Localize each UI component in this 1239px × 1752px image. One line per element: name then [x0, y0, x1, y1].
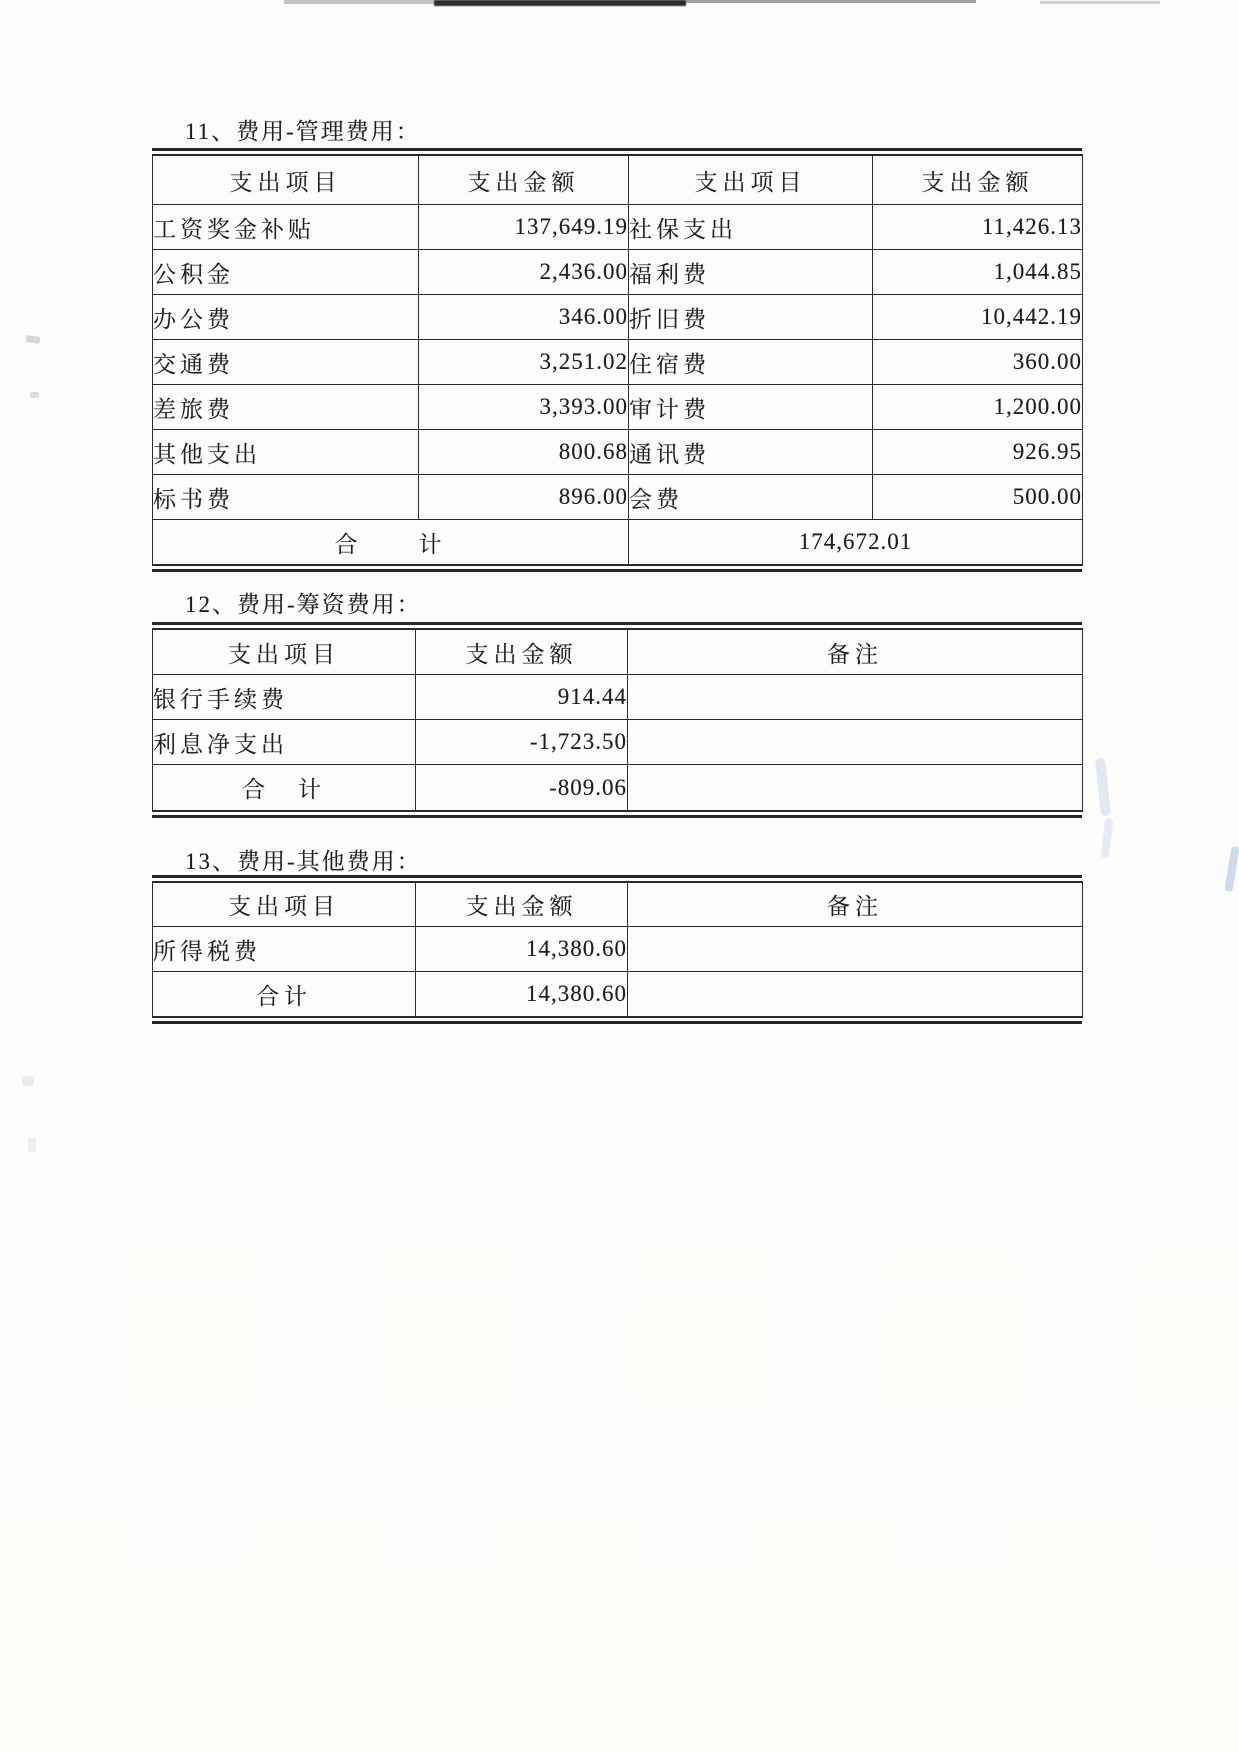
amount-cell: 1,044.85: [873, 250, 1083, 295]
amount-cell: 914.44: [416, 675, 628, 720]
item-cell: 会费: [629, 475, 873, 520]
expense-table-grid: [152, 154, 1083, 566]
item-cell: 社保支出: [629, 205, 873, 250]
item-cell: 办公费: [153, 295, 419, 340]
scan-artifact-top-strip: [284, 0, 434, 4]
amount-cell: 137,649.19: [419, 205, 629, 250]
total-value-cell: -809.06: [416, 765, 628, 812]
header-cell: 支出金额: [873, 155, 1083, 205]
total-label-cell: 合 计: [153, 765, 416, 812]
amount-cell: 500.00: [873, 475, 1083, 520]
scan-artifact-margin-speck: [28, 1138, 36, 1152]
management-expenses-table: [152, 148, 1082, 572]
total-label-cell: 合计: [153, 972, 416, 1018]
amount-cell: 1,200.00: [873, 385, 1083, 430]
header-cell: 支出项目: [153, 155, 419, 205]
table-row: [153, 205, 1083, 250]
scan-artifact-margin-speck: [30, 392, 39, 398]
table-row: [153, 475, 1083, 520]
amount-cell: 360.00: [873, 340, 1083, 385]
table-row: [153, 430, 1083, 475]
item-cell: 利息净支出: [153, 720, 416, 765]
other-expenses-table: [152, 875, 1082, 1024]
section-title-management-expenses: 11、费用-管理费用：: [185, 119, 421, 144]
table-row: [153, 675, 1083, 720]
scan-artifact-blue-bleedthrough: [1101, 818, 1114, 859]
amount-cell: 2,436.00: [419, 250, 629, 295]
item-cell: 工资奖金补贴: [153, 205, 419, 250]
section-title-financing-expenses: 12、费用-筹资费用：: [185, 592, 422, 617]
expense-table-grid: [152, 628, 1083, 812]
header-cell: 支出项目: [153, 882, 416, 927]
scan-artifact-top-strip: [686, 0, 976, 3]
item-cell: 福利费: [629, 250, 873, 295]
item-cell: 住宿费: [629, 340, 873, 385]
financing-expenses-table: [152, 622, 1082, 818]
table-row: [153, 295, 1083, 340]
header-cell: 支出金额: [419, 155, 629, 205]
table-row: [153, 340, 1083, 385]
item-cell: 银行手续费: [153, 675, 416, 720]
table-row: [153, 720, 1083, 765]
total-value-cell: 174,672.01: [629, 520, 1083, 566]
expense-table-grid: [152, 881, 1083, 1018]
total-row: [153, 765, 1083, 812]
scan-artifact-margin-speck: [22, 1076, 34, 1086]
table-row: [153, 250, 1083, 295]
item-cell: 折旧费: [629, 295, 873, 340]
amount-cell: -1,723.50: [416, 720, 628, 765]
remark-cell: [628, 720, 1083, 765]
scan-artifact-blue-bleedthrough: [1224, 846, 1239, 893]
remark-cell: [628, 675, 1083, 720]
remark-cell: [628, 765, 1083, 812]
item-cell: 公积金: [153, 250, 419, 295]
header-row: [153, 155, 1083, 205]
total-label-cell: 合 计: [153, 520, 629, 566]
item-cell: 所得税费: [153, 927, 416, 972]
scan-artifact-blue-bleedthrough: [1095, 758, 1111, 817]
amount-cell: 11,426.13: [873, 205, 1083, 250]
header-cell: 备注: [628, 629, 1083, 675]
header-cell: 备注: [628, 882, 1083, 927]
section-title-other-expenses: 13、费用-其他费用：: [185, 849, 422, 874]
header-cell: 支出项目: [153, 629, 416, 675]
amount-cell: 3,251.02: [419, 340, 629, 385]
amount-cell: 3,393.00: [419, 385, 629, 430]
scan-artifact-top-strip: [434, 0, 686, 6]
scan-artifact-top-strip: [1040, 1, 1160, 4]
item-cell: 其他支出: [153, 430, 419, 475]
table-row: [153, 927, 1083, 972]
amount-cell: 926.95: [873, 430, 1083, 475]
remark-cell: [628, 927, 1083, 972]
total-row: [153, 520, 1083, 566]
total-value-cell: 14,380.60: [416, 972, 628, 1018]
item-cell: 标书费: [153, 475, 419, 520]
header-cell: 支出项目: [629, 155, 873, 205]
header-cell: 支出金额: [416, 882, 628, 927]
header-row: [153, 882, 1083, 927]
item-cell: 差旅费: [153, 385, 419, 430]
amount-cell: 800.68: [419, 430, 629, 475]
amount-cell: 14,380.60: [416, 927, 628, 972]
amount-cell: 10,442.19: [873, 295, 1083, 340]
remark-cell: [628, 972, 1083, 1018]
header-row: [153, 629, 1083, 675]
item-cell: 交通费: [153, 340, 419, 385]
table-row: [153, 385, 1083, 430]
item-cell: 通讯费: [629, 430, 873, 475]
header-cell: 支出金额: [416, 629, 628, 675]
scan-artifact-margin-speck: [26, 335, 41, 344]
amount-cell: 896.00: [419, 475, 629, 520]
item-cell: 审计费: [629, 385, 873, 430]
total-row: [153, 972, 1083, 1018]
amount-cell: 346.00: [419, 295, 629, 340]
